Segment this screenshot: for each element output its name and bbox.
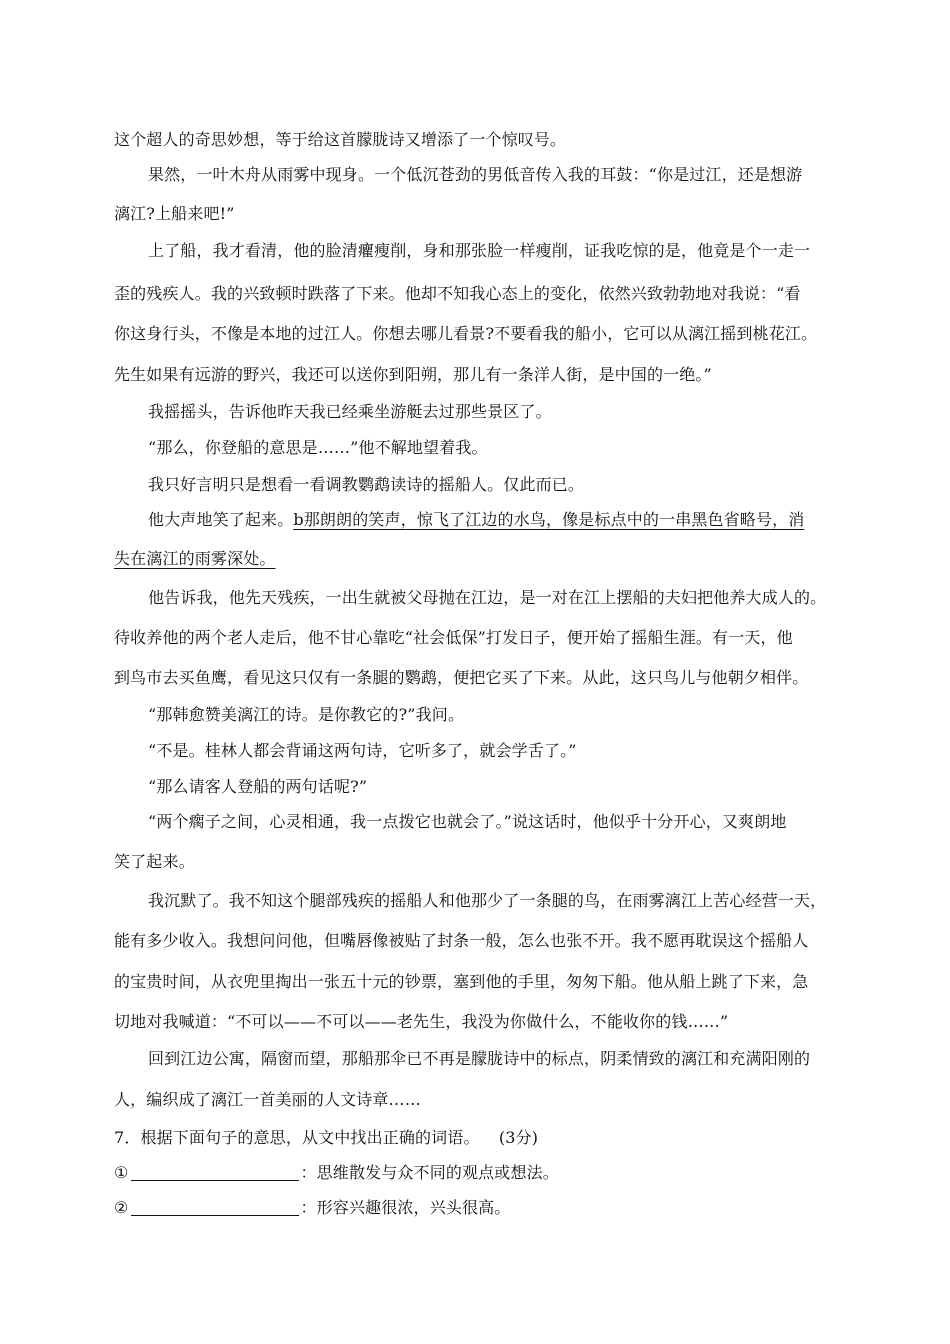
passage-line (0, 548, 950, 570)
passage-line: “那韩愈赞美漓江的诗。是你教它的?”我问。 (148, 705, 465, 724)
passage-line: 回到江边公寓，隔窗而望，那船那伞已不再是朦胧诗中的标点，阴柔情致的漓江和充满阳刚的 (148, 1049, 811, 1068)
question-text: 7．根据下面句子的意思，从文中找出正确的词语。 (114, 1128, 480, 1147)
passage-line: 人，编织成了漓江一首美丽的人文诗章…… (114, 1090, 421, 1109)
question-7 (0, 1127, 950, 1149)
passage-line: 漓江?上船来吧!” (114, 204, 235, 223)
passage-line: 上了船，我才看清，他的脸清癯瘦削，身和那张脸一样瘦削，证我吃惊的是，他竟是个一走一 (148, 241, 811, 260)
passage-line: 你这身行头，不像是本地的过江人。你想去哪儿看景?不要看我的船小，它可以从漓江摇到桃花江。 (114, 324, 818, 343)
passage-line: 我摇摇头，告诉他昨天我已经乘坐游艇去过那些景区了。 (148, 402, 552, 421)
passage-line: “那么，你登船的意思是……”他不解地望着我。 (148, 438, 488, 457)
passage-line: 切地对我喊道：“不可以——不可以——老先生，我没为你做什么，不能收你的钱……” (114, 1012, 729, 1031)
passage-line: 我只好言明只是想看一看调教鹦鹉读诗的摇船人。仅此而已。 (148, 475, 585, 494)
passage-line: 我沉默了。我不知这个腿部残疾的摇船人和他那少了一条腿的鸟，在雨雾漓江上苦心经营一天， (148, 891, 827, 910)
passage-line: 他告诉我，他先天残疾，一出生就被父母抛在江边，是一对在江上摆船的夫妇把他养大成人的。 (148, 588, 827, 607)
passage-line: 的宝贵时间，从衣兜里掏出一张五十元的钞票，塞到他的手里，匆匆下船。他从船上跳了下来，急 (114, 972, 809, 991)
passage-line: 这个超人的奇思妙想，等于给这首朦胧诗又增添了一个惊叹号。 (114, 130, 567, 149)
passage-line: 待收养他的两个老人走后，他不甘心靠吃“社会低保”打发日子，便开始了摇船生涯。有一天，他 (114, 628, 793, 647)
question-score: (3分) (498, 1128, 539, 1147)
passage-line: 能有多少收入。我想问问他，但嘴唇像被贴了封条一般，怎么也张不开。我不愿再耽误这个摇船人 (114, 931, 809, 950)
answer-blank-1[interactable] (131, 1164, 299, 1181)
answer-blank-2[interactable] (131, 1199, 299, 1216)
passage-line: “两个瘸子之间，心灵相通，我一点拨它也就会了。”说这话时，他似乎十分开心，又爽朗地 (148, 812, 787, 831)
item-marker: ② (114, 1198, 129, 1217)
answer-item-1 (0, 1162, 950, 1184)
passage-line: 果然，一叶木舟从雨雾中现身。一个低沉苍劲的男低音传入我的耳鼓：“你是过江，还是想游 (148, 165, 803, 184)
passage-text: 他大声地笑了起来。 (148, 510, 294, 529)
passage-line: 到鸟市去买鱼鹰，看见这只仅有一条腿的鹦鹉，便把它买了下来。从此，这只鸟儿与他朝夕相伴。 (114, 668, 809, 687)
passage-line: “不是。桂林人都会背诵这两句诗，它听多了，就会学舌了。” (148, 741, 577, 760)
passage-line: 笑了起来。 (114, 852, 195, 871)
item-text: ：形容兴趣很浓，兴头很高。 (300, 1198, 511, 1217)
passage-line (0, 509, 950, 531)
item-marker: ① (114, 1163, 129, 1182)
underlined-sentence-b: b那朗朗的笑声，惊飞了江边的水鸟，像是标点中的一串黑色省略号，消 (293, 510, 805, 529)
item-text: ：思维散发与众不同的观点或想法。 (300, 1163, 559, 1182)
passage-line: 歪的残疾人。我的兴致顿时跌落了下来。他却不知我心态上的变化，依然兴致勃勃地对我说：“看 (114, 284, 801, 303)
passage-line: “那么请客人登船的两句话呢?” (148, 777, 368, 796)
answer-item-2 (0, 1197, 950, 1219)
underlined-sentence-b-end: 失在漓江的雨雾深处。 (114, 549, 276, 568)
passage-line: 先生如果有远游的野兴，我还可以送你到阳朔，那儿有一条洋人街，是中国的一绝。” (114, 365, 712, 384)
